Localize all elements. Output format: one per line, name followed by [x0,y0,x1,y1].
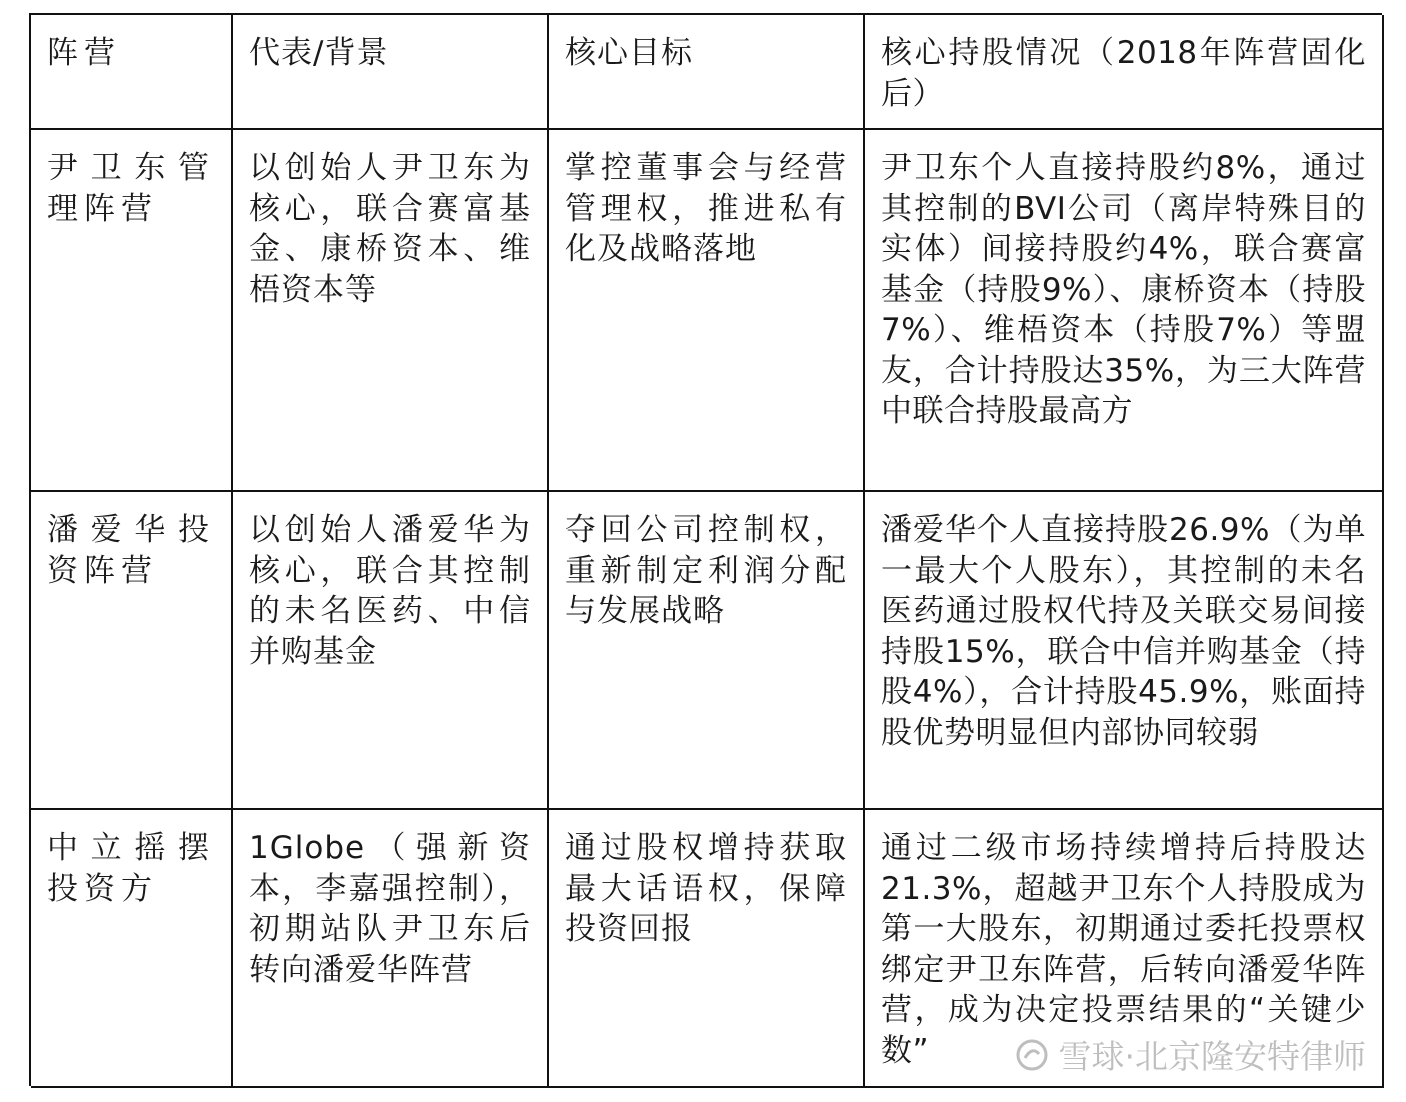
header-holdings: 核心持股情况（2018年阵营固化后） [865,15,1384,130]
header-background: 代表/背景 [233,15,549,130]
row-2-camp: 潘爱华投资阵营 [31,492,233,810]
header-camp: 阵营 [31,15,233,130]
row-1-background: 以创始人尹卫东为核心，联合赛富基金、康桥资本、维梧资本等 [233,130,549,492]
row-1-holdings: 尹卫东个人直接持股约8%，通过其控制的BVI公司（离岸特殊目的实体）间接持股约4%，联合赛富基金（持股9%）、康桥资本（持股7%）、维梧资本（持股7%）等盟友，合计持股达35%，为三大阵营中联合持股最高方 [865,130,1384,492]
row-3-holdings: 通过二级市场持续增持后持股达21.3%，超越尹卫东个人持股成为第一大股东，初期通过委托投票权绑定尹卫东阵营，后转向潘爱华阵营，成为决定投票结果的“关键少数” [865,810,1384,1088]
row-2-goal: 夺回公司控制权，重新制定利润分配与发展战略 [549,492,865,810]
shareholding-table [29,13,1382,1086]
row-3-goal: 通过股权增持获取最大话语权，保障投资回报 [549,810,865,1088]
row-2-holdings: 潘爱华个人直接持股26.9%（为单一最大个人股东），其控制的未名医药通过股权代持及关联交易间接持股15%，联合中信并购基金（持股4%），合计持股45.9%，账面持股优势明显但内部协同较弱 [865,492,1384,810]
header-goal: 核心目标 [549,15,865,130]
row-1-camp: 尹卫东管理阵营 [31,130,233,492]
row-3-background: 1Globe（强新资本，李嘉强控制），初期站队尹卫东后转向潘爱华阵营 [233,810,549,1088]
row-2-background: 以创始人潘爱华为核心，联合其控制的未名医药、中信并购基金 [233,492,549,810]
row-3-camp: 中立摇摆投资方 [31,810,233,1088]
row-1-goal: 掌控董事会与经营管理权，推进私有化及战略落地 [549,130,865,492]
watermark-text: 雪球·北京隆安特律师 [1058,1037,1366,1076]
